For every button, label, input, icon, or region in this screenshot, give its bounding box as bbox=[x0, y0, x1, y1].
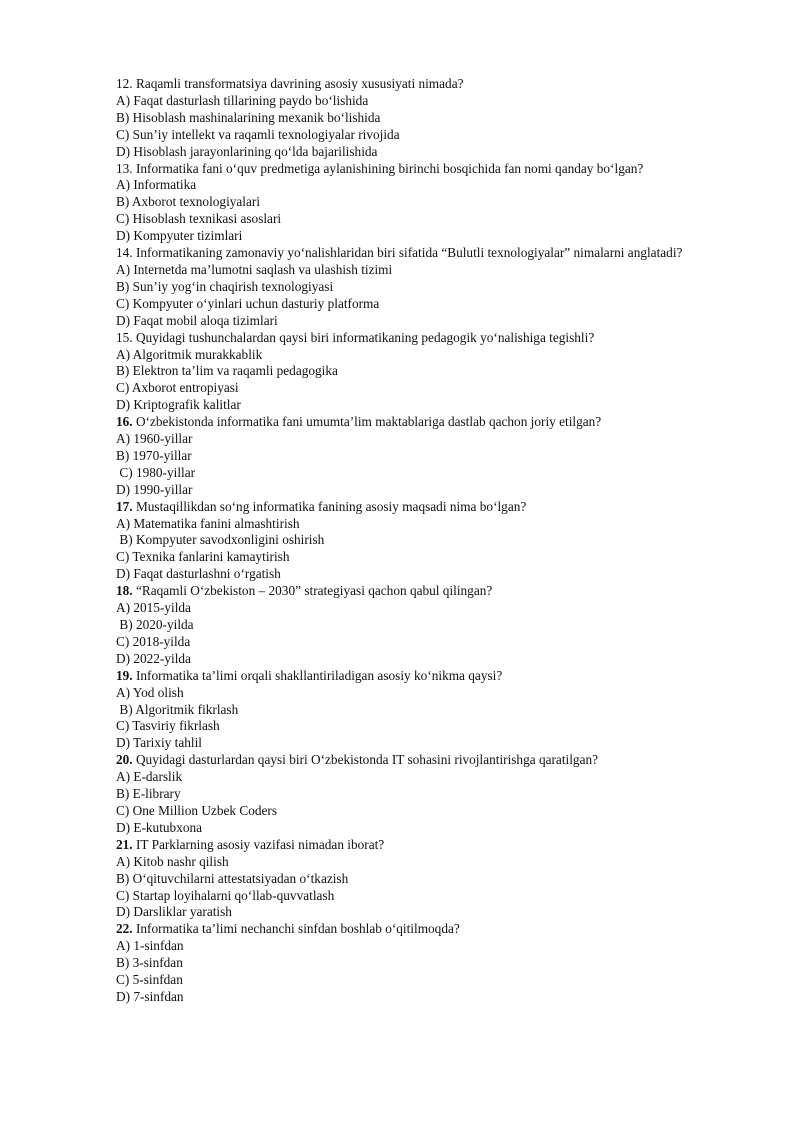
answer-option: C) One Million Uzbek Coders bbox=[116, 802, 278, 818]
answer-option: B) Elektron ta’lim va raqamli pedagogika bbox=[116, 363, 338, 379]
answer-option: B) 2020-yilda bbox=[116, 617, 194, 632]
question-prompt: Quyidagi dasturlardan qaysi biri O‘zbekistonda IT sohasini rivojlantirishga qaratilgan? bbox=[132, 752, 599, 768]
question-block bbox=[116, 752, 716, 837]
question-text bbox=[116, 245, 716, 262]
answer-option: C) Tasviriy fikrlash bbox=[116, 718, 220, 734]
question-text bbox=[116, 76, 716, 93]
question-prompt: Informatika ta’limi orqali shakllantiriladigan asosiy ko‘nikma qaysi? bbox=[132, 667, 503, 683]
question-block bbox=[116, 76, 716, 161]
answer-option: A) Yod olish bbox=[116, 684, 184, 700]
question-block bbox=[116, 245, 716, 330]
answer-option: D) E-kutubxona bbox=[116, 819, 203, 835]
question-number: 14. bbox=[116, 245, 133, 261]
answer-option: B) Sun’iy yog‘in chaqirish texnologiyasi bbox=[116, 278, 334, 294]
question-number: 20. bbox=[116, 752, 133, 768]
answer-option: C) Startap loyihalarni qo‘llab-quvvatlash bbox=[116, 887, 335, 903]
question-block bbox=[116, 161, 716, 246]
question-prompt: “Raqamli O‘zbekiston – 2030” strategiyasi qachon qabul qilingan? bbox=[132, 583, 493, 599]
answer-option: C) 1980-yillar bbox=[116, 464, 196, 480]
question-prompt: IT Parklarning asosiy vazifasi nimadan iborat? bbox=[132, 836, 385, 852]
answer-option: D) Darsliklar yaratish bbox=[116, 904, 232, 920]
answer-option: D) Kompyuter tizimlari bbox=[116, 228, 243, 244]
question-text bbox=[116, 499, 716, 516]
answer-option: A) E-darslik bbox=[116, 769, 183, 785]
question-block bbox=[116, 499, 716, 584]
answer-option: B) E-library bbox=[116, 786, 181, 802]
answer-option: C) Sun’iy intellekt va raqamli texnologiyalar rivojida bbox=[116, 126, 400, 142]
answer-option: D) Kriptografik kalitlar bbox=[116, 397, 241, 413]
answer-option: A) Kitob nashr qilish bbox=[116, 853, 229, 869]
question-block bbox=[116, 330, 716, 415]
answer-option: C) 2018-yilda bbox=[116, 633, 191, 649]
question-text bbox=[116, 837, 716, 854]
question-text bbox=[116, 752, 716, 769]
answer-option: A) 1960-yillar bbox=[116, 431, 193, 447]
question-number: 12. bbox=[116, 76, 133, 91]
question-block bbox=[116, 583, 716, 668]
question-prompt: Informatikaning zamonaviy yo‘nalishlaridan biri sifatida “Bulutli texnologiyalar” nimalarni anglatadi? bbox=[132, 245, 683, 261]
question-text bbox=[116, 414, 716, 431]
question-text bbox=[116, 583, 716, 600]
question-prompt: Quyidagi tushunchalardan qaysi biri informatikaning pedagogik yo‘nalishiga tegishli? bbox=[132, 329, 595, 345]
question-text bbox=[116, 161, 716, 178]
question-block bbox=[116, 837, 716, 922]
answer-option: A) Matematika fanini almashtirish bbox=[116, 515, 300, 531]
answer-option: B) Kompyuter savodxonligini oshirish bbox=[116, 532, 325, 548]
answer-option: B) 3-sinfdan bbox=[116, 955, 183, 971]
answer-option: D) 1990-yillar bbox=[116, 481, 193, 497]
question-number: 17. bbox=[116, 498, 133, 514]
answer-option: C) Texnika fanlarini kamaytirish bbox=[116, 549, 290, 565]
answer-option: D) Tarixiy tahlil bbox=[116, 735, 202, 751]
question-block bbox=[116, 668, 716, 753]
answer-option: A) Faqat dasturlash tillarining paydo bo‘lishida bbox=[116, 92, 369, 108]
question-number: 15. bbox=[116, 329, 133, 345]
question-number: 19. bbox=[116, 667, 133, 683]
question-prompt: Mustaqillikdan so‘ng informatika fanining asosiy maqsadi nima bo‘lgan? bbox=[132, 498, 527, 514]
question-text bbox=[116, 330, 716, 347]
question-number: 22. bbox=[116, 921, 133, 937]
answer-option: D) 2022-yilda bbox=[116, 650, 191, 666]
answer-option: B) 1970-yillar bbox=[116, 447, 192, 463]
answer-option: B) Axborot texnologiyalari bbox=[116, 194, 261, 210]
question-block bbox=[116, 414, 716, 499]
question-prompt: Informatika fani o‘quv predmetiga aylanishining birinchi bosqichida fan nomi qanday bo‘lgan? bbox=[132, 160, 644, 176]
question-prompt: Raqamli transformatsiya davrining asosiy xususiyati nimada? bbox=[132, 76, 464, 91]
question-number: 16. bbox=[116, 414, 133, 430]
answer-option: B) Algoritmik fikrlash bbox=[116, 701, 239, 717]
answer-option: C) Kompyuter o‘yinlari uchun dasturiy platforma bbox=[116, 295, 380, 311]
question-prompt: O‘zbekistonda informatika fani umumta’lim maktablariga dastlab qachon joriy etilgan? bbox=[132, 414, 602, 430]
question-number: 18. bbox=[116, 583, 133, 599]
answer-option: A) Informatika bbox=[116, 177, 197, 193]
answer-option: D) Faqat dasturlashni o‘rgatish bbox=[116, 566, 281, 582]
answer-option: C) Hisoblash texnikasi asoslari bbox=[116, 211, 282, 227]
answer-option: D) 7-sinfdan bbox=[116, 988, 184, 1004]
question-text bbox=[116, 668, 716, 685]
question-number: 13. bbox=[116, 160, 133, 176]
question-number: 21. bbox=[116, 836, 133, 852]
document-page bbox=[116, 76, 716, 1006]
answer-option: C) 5-sinfdan bbox=[116, 972, 183, 988]
answer-option: A) Internetda ma’lumotni saqlash va ulashish tizimi bbox=[116, 261, 393, 277]
answer-option: A) 2015-yilda bbox=[116, 600, 191, 616]
question-text bbox=[116, 921, 716, 938]
answer-option: D) Faqat mobil aloqa tizimlari bbox=[116, 312, 278, 328]
question-prompt: Informatika ta’limi nechanchi sinfdan boshlab o‘qitilmoqda? bbox=[132, 921, 460, 937]
answer-option: B) Hisoblash mashinalarining mexanik bo‘lishida bbox=[116, 109, 381, 125]
answer-option: A) 1-sinfdan bbox=[116, 938, 184, 954]
answer-option: B) O‘qituvchilarni attestatsiyadan o‘tkazish bbox=[116, 870, 349, 886]
answer-option: A) Algoritmik murakkablik bbox=[116, 346, 263, 362]
answer-option: D) Hisoblash jarayonlarining qo‘lda bajarilishida bbox=[116, 143, 378, 159]
answer-option: C) Axborot entropiyasi bbox=[116, 380, 239, 396]
question-block bbox=[116, 921, 716, 1006]
